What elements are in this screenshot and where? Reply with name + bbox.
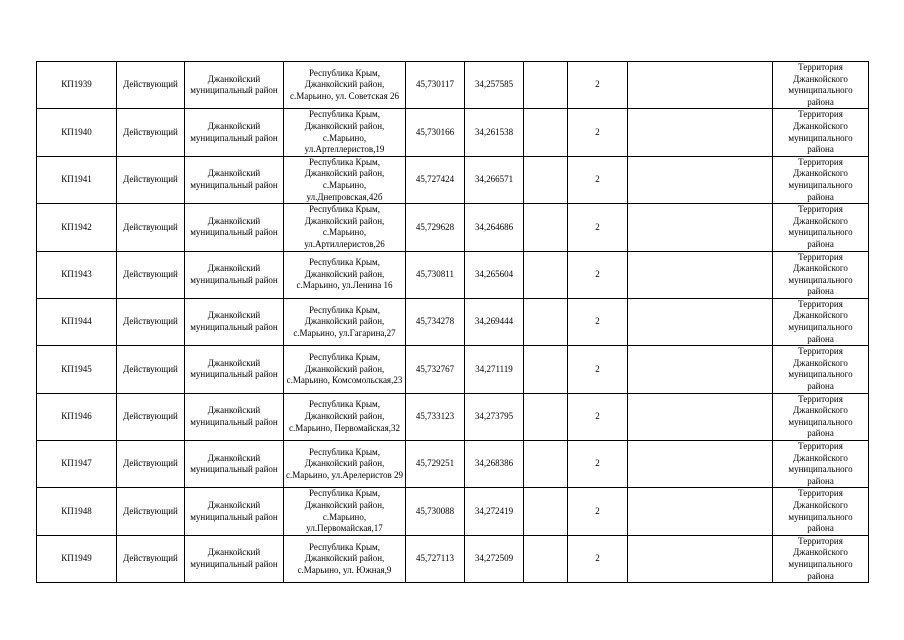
cell-territory: Территория Джанкойского муниципального района bbox=[773, 156, 869, 203]
cell-longitude: 34,266571 bbox=[465, 156, 524, 203]
cell-territory: Территория Джанкойского муниципального района bbox=[773, 393, 869, 440]
cell-latitude: 45,730811 bbox=[406, 251, 465, 298]
cell-district: Джанкойский муниципальный район bbox=[185, 251, 284, 298]
cell-longitude: 34,265604 bbox=[465, 251, 524, 298]
cell-address: Республика Крым, Джанкойский район, с.Марьино, ул.Гагарина,27 bbox=[284, 298, 406, 345]
cell-count: 2 bbox=[568, 535, 628, 582]
table-row bbox=[37, 298, 869, 345]
cell-latitude: 45,729628 bbox=[406, 204, 465, 251]
cell-status: Действующий bbox=[117, 156, 185, 203]
document-page bbox=[36, 61, 868, 583]
cell-empty-1 bbox=[524, 204, 568, 251]
cell-empty-2 bbox=[628, 156, 773, 203]
cell-code: КП1947 bbox=[37, 441, 117, 488]
cell-empty-2 bbox=[628, 62, 773, 109]
cell-count: 2 bbox=[568, 251, 628, 298]
cell-code: КП1940 bbox=[37, 109, 117, 156]
table-row bbox=[37, 156, 869, 203]
cell-empty-1 bbox=[524, 441, 568, 488]
cell-latitude: 45,734278 bbox=[406, 298, 465, 345]
registry-table-body bbox=[37, 62, 869, 583]
cell-count: 2 bbox=[568, 156, 628, 203]
table-row bbox=[37, 393, 869, 440]
cell-territory: Территория Джанкойского муниципального района bbox=[773, 298, 869, 345]
cell-empty-2 bbox=[628, 393, 773, 440]
cell-code: КП1946 bbox=[37, 393, 117, 440]
cell-count: 2 bbox=[568, 298, 628, 345]
cell-status: Действующий bbox=[117, 298, 185, 345]
cell-address: Республика Крым, Джанкойский район, с.Марьино, ул.Первомайская,17 bbox=[284, 488, 406, 535]
table-row bbox=[37, 204, 869, 251]
cell-address: Республика Крым, Джанкойский район, с.Марьино, ул.Днепровская,42б bbox=[284, 156, 406, 203]
cell-empty-1 bbox=[524, 535, 568, 582]
cell-count: 2 bbox=[568, 488, 628, 535]
cell-district: Джанкойский муниципальный район bbox=[185, 488, 284, 535]
cell-latitude: 45,730166 bbox=[406, 109, 465, 156]
cell-empty-2 bbox=[628, 298, 773, 345]
table-row bbox=[37, 441, 869, 488]
cell-code: КП1943 bbox=[37, 251, 117, 298]
cell-district: Джанкойский муниципальный район bbox=[185, 62, 284, 109]
cell-empty-1 bbox=[524, 109, 568, 156]
cell-code: КП1942 bbox=[37, 204, 117, 251]
cell-longitude: 34,269444 bbox=[465, 298, 524, 345]
cell-count: 2 bbox=[568, 109, 628, 156]
cell-territory: Территория Джанкойского муниципального района bbox=[773, 346, 869, 393]
cell-address: Республика Крым, Джанкойский район, с.Марьино, ул. Южная,9 bbox=[284, 535, 406, 582]
cell-longitude: 34,257585 bbox=[465, 62, 524, 109]
cell-status: Действующий bbox=[117, 488, 185, 535]
cell-empty-1 bbox=[524, 298, 568, 345]
cell-empty-1 bbox=[524, 156, 568, 203]
cell-territory: Территория Джанкойского муниципального района bbox=[773, 535, 869, 582]
cell-district: Джанкойский муниципальный район bbox=[185, 298, 284, 345]
table-row bbox=[37, 535, 869, 582]
cell-empty-1 bbox=[524, 393, 568, 440]
cell-empty-2 bbox=[628, 488, 773, 535]
cell-address: Республика Крым, Джанкойский район, с.Марьино, ул. Советская 26 bbox=[284, 62, 406, 109]
cell-count: 2 bbox=[568, 346, 628, 393]
cell-address: Республика Крым, Джанкойский район, с.Марьино, Комсомольская,23 bbox=[284, 346, 406, 393]
cell-district: Джанкойский муниципальный район bbox=[185, 346, 284, 393]
cell-latitude: 45,730088 bbox=[406, 488, 465, 535]
cell-count: 2 bbox=[568, 393, 628, 440]
cell-territory: Территория Джанкойского муниципального района bbox=[773, 441, 869, 488]
cell-district: Джанкойский муниципальный район bbox=[185, 109, 284, 156]
cell-status: Действующий bbox=[117, 346, 185, 393]
cell-code: КП1941 bbox=[37, 156, 117, 203]
cell-empty-1 bbox=[524, 251, 568, 298]
cell-status: Действующий bbox=[117, 535, 185, 582]
cell-code: КП1949 bbox=[37, 535, 117, 582]
cell-latitude: 45,733123 bbox=[406, 393, 465, 440]
table-row bbox=[37, 62, 869, 109]
cell-address: Республика Крым, Джанкойский район, с.Марьино, ул.Ленина 16 bbox=[284, 251, 406, 298]
cell-longitude: 34,273795 bbox=[465, 393, 524, 440]
cell-district: Джанкойский муниципальный район bbox=[185, 204, 284, 251]
cell-district: Джанкойский муниципальный район bbox=[185, 535, 284, 582]
cell-latitude: 45,727424 bbox=[406, 156, 465, 203]
cell-address: Республика Крым, Джанкойский район, с.Марьино, ул.Артеллеристов,19 bbox=[284, 109, 406, 156]
cell-longitude: 34,272419 bbox=[465, 488, 524, 535]
cell-address: Республика Крым, Джанкойский район, с.Марьино, ул.Арелеристов 29 bbox=[284, 441, 406, 488]
cell-status: Действующий bbox=[117, 441, 185, 488]
cell-latitude: 45,730117 bbox=[406, 62, 465, 109]
table-row bbox=[37, 251, 869, 298]
cell-longitude: 34,272509 bbox=[465, 535, 524, 582]
cell-empty-2 bbox=[628, 346, 773, 393]
cell-territory: Территория Джанкойского муниципального района bbox=[773, 488, 869, 535]
cell-status: Действующий bbox=[117, 62, 185, 109]
cell-longitude: 34,268386 bbox=[465, 441, 524, 488]
cell-empty-2 bbox=[628, 535, 773, 582]
cell-code: КП1944 bbox=[37, 298, 117, 345]
cell-latitude: 45,727113 bbox=[406, 535, 465, 582]
cell-status: Действующий bbox=[117, 204, 185, 251]
cell-status: Действующий bbox=[117, 109, 185, 156]
cell-status: Действующий bbox=[117, 251, 185, 298]
cell-territory: Территория Джанкойского муниципального района bbox=[773, 109, 869, 156]
cell-longitude: 34,271119 bbox=[465, 346, 524, 393]
cell-district: Джанкойский муниципальный район bbox=[185, 156, 284, 203]
cell-count: 2 bbox=[568, 441, 628, 488]
table-row bbox=[37, 109, 869, 156]
table-row bbox=[37, 488, 869, 535]
cell-empty-1 bbox=[524, 488, 568, 535]
cell-empty-2 bbox=[628, 441, 773, 488]
cell-address: Республика Крым, Джанкойский район, с.Марьино, ул.Артиллеристов,26 bbox=[284, 204, 406, 251]
cell-territory: Территория Джанкойского муниципального района bbox=[773, 251, 869, 298]
registry-table bbox=[36, 61, 869, 583]
cell-count: 2 bbox=[568, 204, 628, 251]
cell-district: Джанкойский муниципальный район bbox=[185, 441, 284, 488]
cell-empty-1 bbox=[524, 62, 568, 109]
cell-code: КП1945 bbox=[37, 346, 117, 393]
cell-longitude: 34,261538 bbox=[465, 109, 524, 156]
cell-count: 2 bbox=[568, 62, 628, 109]
cell-address: Республика Крым, Джанкойский район, с.Марьино, Первомайская,32 bbox=[284, 393, 406, 440]
cell-district: Джанкойский муниципальный район bbox=[185, 393, 284, 440]
cell-empty-1 bbox=[524, 346, 568, 393]
cell-status: Действующий bbox=[117, 393, 185, 440]
cell-code: КП1948 bbox=[37, 488, 117, 535]
cell-latitude: 45,729251 bbox=[406, 441, 465, 488]
cell-empty-2 bbox=[628, 204, 773, 251]
cell-latitude: 45,732767 bbox=[406, 346, 465, 393]
cell-territory: Территория Джанкойского муниципального района bbox=[773, 204, 869, 251]
cell-empty-2 bbox=[628, 109, 773, 156]
cell-longitude: 34,264686 bbox=[465, 204, 524, 251]
cell-territory: Территория Джанкойского муниципального района bbox=[773, 62, 869, 109]
cell-code: КП1939 bbox=[37, 62, 117, 109]
table-row bbox=[37, 346, 869, 393]
cell-empty-2 bbox=[628, 251, 773, 298]
